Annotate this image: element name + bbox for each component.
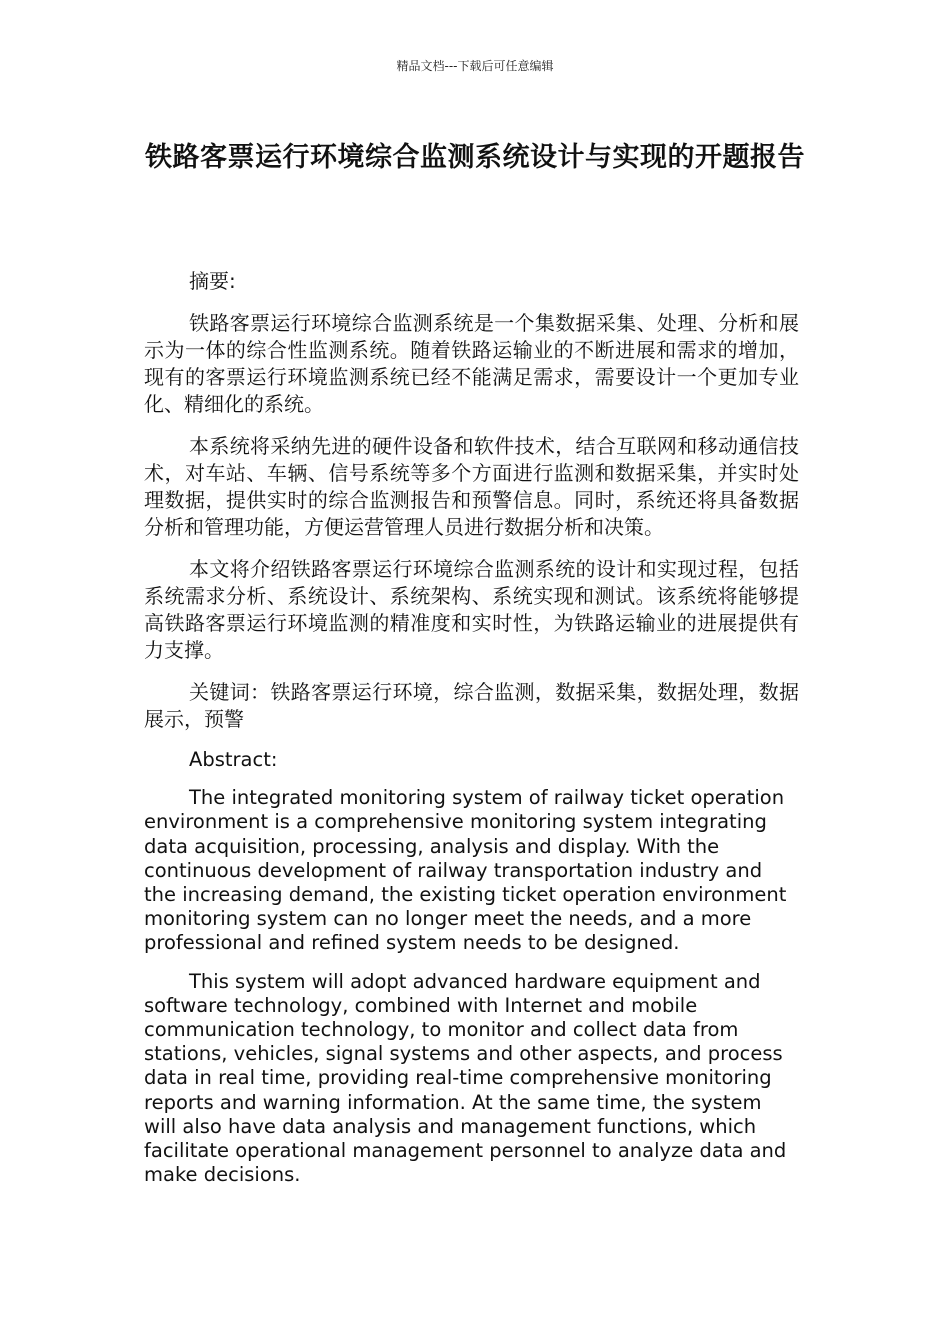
abstract-cn-paragraph-3: 本文将介绍铁路客票运行环境综合监测系统的设计和实现过程，包括系统需求分析、系统设计、系统架构、系统实现和测试。该系统将能够提高铁路客票运行环境监测的精准度和实时性，为铁路运输业的进展提供有力支撑。 [144, 557, 799, 662]
keywords-cn: 关键词：铁路客票运行环境，综合监测，数据采集，数据处理，数据展示，预警 [144, 680, 799, 731]
abstract-cn-label: 摘要: [189, 269, 236, 293]
abstract-en-label: Abstract: [189, 748, 278, 771]
header-note: 精品文档---下载后可任意编辑 [396, 59, 554, 73]
abstract-en-paragraph-1: The integrated monitoring system of railway ticket operation environment is a comprehensive monitoring system integrating data acquisition, processing, analysis and display. With the continuous development of railway transportation industry and the increasing demand, the existing ticket operation environment monitoring system can no longer meet the needs, and a more professional and refined system needs to be designed. [144, 786, 787, 955]
abstract-cn-paragraph-1: 铁路客票运行环境综合监测系统是一个集数据采集、处理、分析和展示为一体的综合性监测系统。随着铁路运输业的不断进展和需求的增加，现有的客票运行环境监测系统已经不能满足需求，需要设计一个更加专业化、精细化的系统。 [144, 311, 799, 416]
abstract-en-paragraph-2: This system will adopt advanced hardware equipment and software technology, combined with Internet and mobile communication technology, to monitor and collect data from stations, vehicles, signal systems and other aspects, and process data in real time, providing real-time comprehensive monitoring reports and warning information. At the same time, the system will also have data analysis and management functions, which facilitate operational management personnel to analyze data and make decisions. [144, 969, 787, 1187]
abstract-cn-paragraph-2: 本系统将采纳先进的硬件设备和软件技术，结合互联网和移动通信技术，对车站、车辆、信号系统等多个方面进行监测和数据采集，并实时处理数据，提供实时的综合监测报告和预警信息。同时，系统还将具备数据分析和管理功能，方便运营管理人员进行数据分析和决策。 [144, 434, 799, 539]
document-body [144, 268, 799, 1201]
document-title: 铁路客票运行环境综合监测系统设计与实现的开题报告 [145, 142, 805, 173]
